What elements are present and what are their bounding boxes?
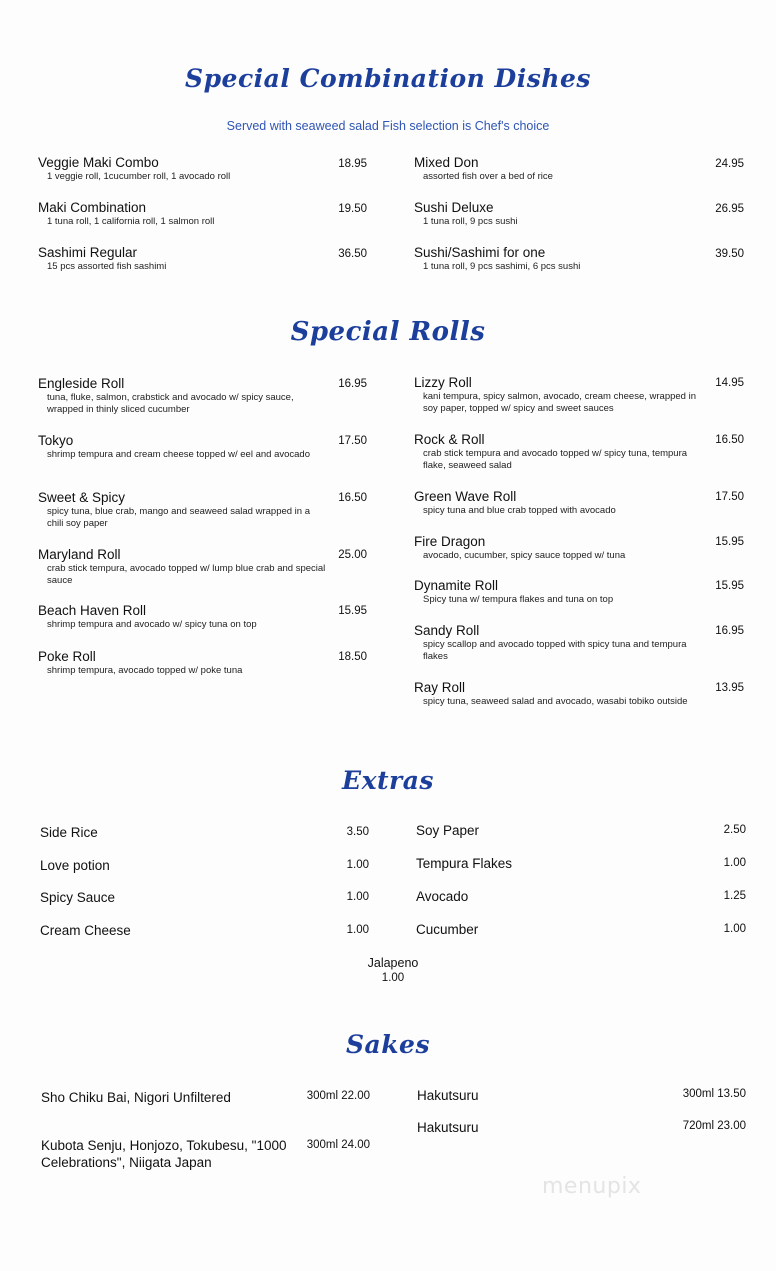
extra-item-name: Tempura Flakes [416, 856, 513, 871]
section-title-extras: Extras [342, 766, 434, 795]
menu-item [38, 376, 328, 416]
item-name: Ray Roll [414, 680, 466, 695]
menu-item [38, 200, 328, 228]
special-combination-subtitle: Served with seaweed salad Fish selection is Chef's choice [226, 119, 550, 133]
item-name: Sushi Deluxe [414, 200, 494, 215]
extra-item-name: Love potion [40, 858, 110, 873]
item-name: Mixed Don [414, 155, 479, 170]
sake-item-price: 300ml 24.00 [306, 1139, 370, 1151]
item-price: 18.95 [338, 158, 367, 170]
menu-item [38, 649, 328, 677]
sake-item-name: Kubota Senju, Honjozo, Tokubesu, "1000 Celebrations", Niigata Japan [41, 1138, 287, 1170]
menu-item [38, 547, 328, 587]
sake-item-name: Hakutsuru [417, 1120, 479, 1135]
item-name: Tokyo [38, 433, 74, 448]
item-description: 1 veggie roll, 1cucumber roll, 1 avocado roll [47, 171, 231, 182]
sake-item-name: Hakutsuru [417, 1088, 479, 1103]
item-price: 18.50 [338, 651, 367, 663]
item-name: Veggie Maki Combo [38, 155, 159, 170]
menu-item [414, 623, 704, 663]
item-price: 24.95 [715, 158, 744, 170]
sake-item-name: Sho Chiku Bai, Nigori Unfiltered [41, 1090, 231, 1105]
extra-item-name: Jalapeno [367, 956, 419, 970]
item-price: 26.95 [715, 203, 744, 215]
menu-item [38, 245, 328, 273]
item-description: shrimp tempura and avocado w/ spicy tuna on top [47, 619, 257, 630]
item-name: Beach Haven Roll [38, 603, 147, 618]
extra-item-price: 1.00 [346, 891, 369, 903]
item-description: assorted fish over a bed of rice [423, 171, 553, 182]
item-price: 15.95 [338, 605, 367, 617]
item-description: spicy tuna and blue crab topped with avocado [423, 505, 616, 516]
item-price: 17.50 [715, 491, 744, 503]
sake-item-price: 720ml 23.00 [682, 1120, 746, 1132]
item-price: 36.50 [338, 248, 367, 260]
item-price: 25.00 [338, 549, 367, 561]
item-description: spicy tuna, seaweed salad and avocado, wasabi tobiko outside [423, 696, 688, 707]
item-price: 16.50 [338, 492, 367, 504]
extra-item-name: Side Rice [40, 825, 98, 840]
sake-item-price: 300ml 22.00 [306, 1090, 370, 1102]
menupix-watermark: menupix [542, 1174, 642, 1199]
item-name: Green Wave Roll [414, 489, 517, 504]
menu-item [414, 534, 704, 562]
item-price: 13.95 [715, 682, 744, 694]
item-price: 15.95 [715, 536, 744, 548]
item-name: Fire Dragon [414, 534, 486, 549]
menu-item [414, 489, 704, 517]
menu-item [414, 432, 704, 472]
item-name: Sushi/Sashimi for one [414, 245, 546, 260]
menu-item [414, 680, 704, 708]
item-description: kani tempura, spicy salmon, avocado, cream cheese, wrapped in soy paper, topped w/ spicy and sweet sauces [423, 391, 696, 414]
extra-item-jalapeno [313, 956, 473, 986]
section-title-special-combination: Special Combination Dishes [185, 64, 591, 93]
menu-item [414, 200, 704, 228]
item-name: Lizzy Roll [414, 375, 472, 390]
menu-item [38, 490, 328, 530]
item-name: Sandy Roll [414, 623, 480, 638]
item-description: 1 tuna roll, 9 pcs sashimi, 6 pcs sushi [423, 261, 581, 272]
item-price: 19.50 [338, 203, 367, 215]
extra-item-name: Cucumber [416, 922, 479, 937]
extra-item-price: 1.00 [381, 972, 405, 984]
item-name: Sweet & Spicy [38, 490, 126, 505]
extra-item-price: 3.50 [346, 826, 369, 838]
item-description: 1 tuna roll, 1 california roll, 1 salmon roll [47, 216, 215, 227]
extra-item-price: 1.25 [723, 890, 746, 902]
item-description: shrimp tempura, avocado topped w/ poke tuna [47, 665, 243, 676]
item-name: Sashimi Regular [38, 245, 138, 260]
item-description: 1 tuna roll, 9 pcs sushi [423, 216, 518, 227]
item-price: 16.50 [715, 434, 744, 446]
item-name: Engleside Roll [38, 376, 125, 391]
item-price: 15.95 [715, 580, 744, 592]
extra-item-name: Soy Paper [416, 823, 480, 838]
sake-item-price: 300ml 13.50 [682, 1088, 746, 1100]
item-description: Spicy tuna w/ tempura flakes and tuna on top [423, 594, 614, 605]
item-description: spicy tuna, blue crab, mango and seaweed salad wrapped in a chili soy paper [47, 506, 311, 529]
item-name: Poke Roll [38, 649, 96, 664]
section-title-sakes: Sakes [345, 1030, 431, 1059]
item-name: Dynamite Roll [414, 578, 499, 593]
menu-item [414, 578, 704, 606]
item-price: 39.50 [715, 248, 744, 260]
section-title-special-rolls: Special Rolls [290, 317, 486, 347]
item-description: spicy scallop and avocado topped with spicy tuna and tempura flakes [423, 639, 687, 662]
item-name: Maryland Roll [38, 547, 121, 562]
item-price: 17.50 [338, 435, 367, 447]
menu-item [414, 245, 704, 273]
extra-item-price: 1.00 [346, 859, 369, 871]
extra-item-price: 1.00 [346, 924, 369, 936]
item-price: 16.95 [715, 625, 744, 637]
item-name: Maki Combination [38, 200, 147, 215]
item-description: tuna, fluke, salmon, crabstick and avocado w/ spicy sauce, wrapped in thinly sliced cucumber [47, 392, 294, 415]
item-description: shrimp tempura and cream cheese topped w/ eel and avocado [47, 449, 310, 460]
item-price: 14.95 [715, 377, 744, 389]
item-description: avocado, cucumber, spicy sauce topped w/ tuna [423, 550, 626, 561]
item-description: crab stick tempura, avocado topped w/ lump blue crab and special sauce [47, 563, 326, 586]
menu-item [38, 155, 328, 183]
item-description: 15 pcs assorted fish sashimi [47, 261, 167, 272]
item-name: Rock & Roll [414, 432, 485, 447]
menu-item [38, 603, 328, 631]
extra-item-price: 1.00 [723, 857, 746, 869]
extra-item-name: Cream Cheese [40, 923, 131, 938]
extra-item-name: Spicy Sauce [40, 890, 116, 905]
menu-item [38, 433, 328, 461]
item-description: crab stick tempura and avocado topped w/ spicy tuna, tempura flake, seaweed salad [423, 448, 688, 471]
extra-item-price: 1.00 [723, 923, 746, 935]
extra-item-name: Avocado [416, 889, 469, 904]
menu-item [414, 155, 704, 183]
extra-item-price: 2.50 [723, 824, 746, 836]
item-price: 16.95 [338, 378, 367, 390]
menu-item [414, 375, 704, 415]
